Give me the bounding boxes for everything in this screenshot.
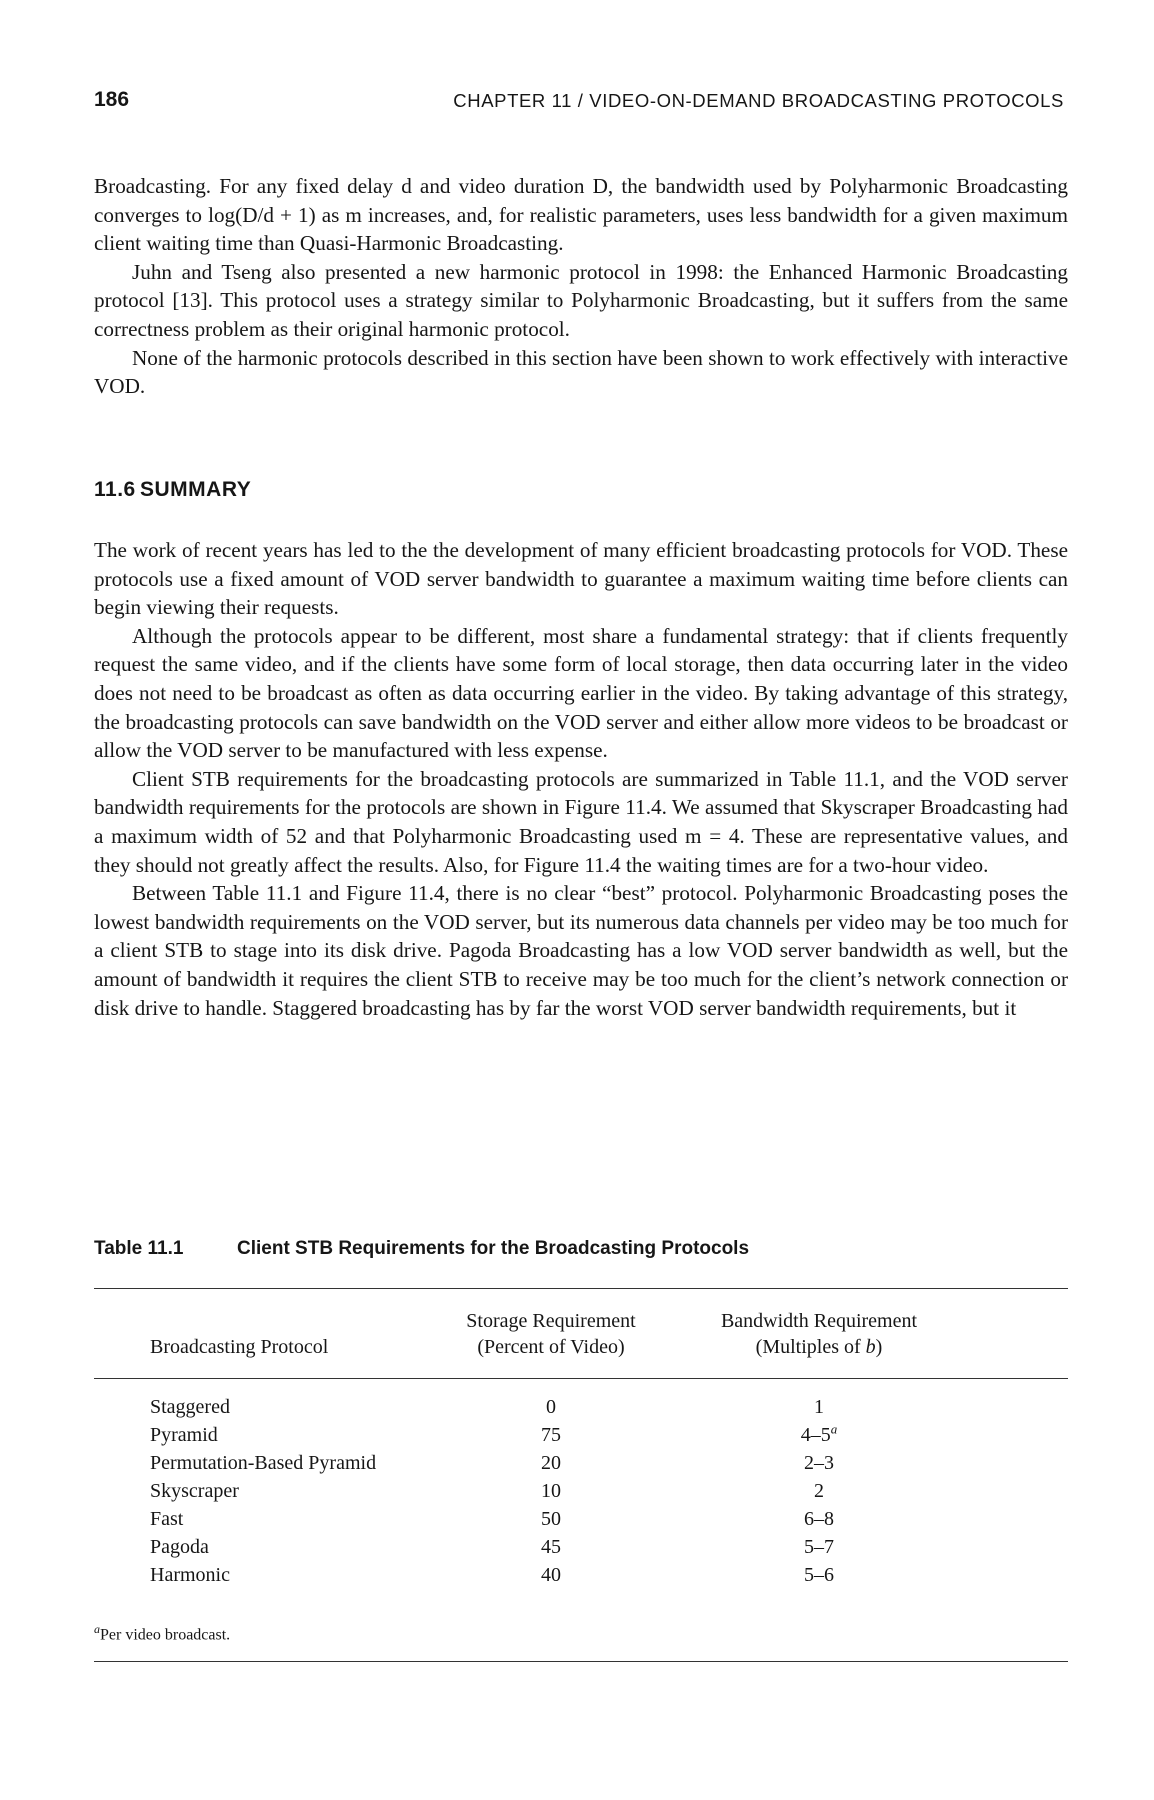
intro-text-block (94, 172, 1068, 401)
table-top-rule (94, 1288, 1068, 1289)
table-footnote (94, 1622, 230, 1644)
table-caption (94, 1238, 749, 1260)
paragraph: Juhn and Tseng also presented a new harmonic protocol in 1998: the Enhanced Harmonic Broadcasting protocol [13]. This protocol uses a strategy similar to Polyharmonic Broadcasting, but it suffers from the same correctness problem as their original harmonic protocol. (94, 259, 1068, 341)
cell-storage: 75 (541, 1424, 561, 1446)
cell-protocol: Skyscraper (150, 1480, 239, 1502)
table-row (94, 1480, 1068, 1508)
header-line: Storage Requirement (466, 1310, 636, 1332)
cell-bandwidth (814, 1396, 824, 1419)
column-header-storage (436, 1308, 666, 1360)
paragraph: None of the harmonic protocols described in this section have been shown to work effectively with interactive VOD. (94, 345, 1068, 399)
cell-bandwidth (804, 1564, 834, 1587)
header-text: (Multiples of (755, 1336, 866, 1358)
cell-bandwidth (814, 1480, 824, 1503)
table-header-rule (94, 1378, 1068, 1379)
paragraph: Between Table 11.1 and Figure 11.4, there is no clear “best” protocol. Polyharmonic Broadcasting poses the lowest bandwidth requirements on the VOD server, but its numerous data channels per video may be too much for a client STB to stage into its disk drive. Pagoda Broadcasting has a low VOD server bandwidth as well, but the amount of bandwidth it requires the client STB to receive may be too much for the client’s network connection or disk drive to handle. Staggered broadcasting has by far the worst VOD server bandwidth requirements, but it (94, 881, 1068, 1020)
cell-bandwidth (800, 1421, 838, 1447)
paragraph: Broadcasting. For any fixed delay d and video duration D, the bandwidth used by Polyharmonic Broadcasting converges to log(D/d + 1) as m increases, and, for realistic parameters, uses less bandwidth for a given maximum client waiting time than Quasi-Harmonic Broadcasting. (94, 174, 1068, 256)
footnote-marker: a (830, 1421, 838, 1437)
chapter-title: CHAPTER 11 / VIDEO-ON-DEMAND BROADCASTING PROTOCOLS (453, 90, 1064, 111)
footnote-marker: a (94, 1622, 100, 1636)
page-number: 186 (94, 88, 130, 111)
cell-protocol: Permutation-Based Pyramid (150, 1452, 377, 1474)
cell-protocol: Pagoda (150, 1536, 209, 1558)
running-head (94, 88, 1068, 118)
section-number: 11.6 (94, 478, 136, 501)
section-title: SUMMARY (140, 478, 252, 501)
column-header-bandwidth (694, 1308, 944, 1360)
cell-value: 5–7 (804, 1536, 834, 1558)
table-label: Table 11.1 (94, 1238, 184, 1259)
header-line: Bandwidth Requirement (720, 1310, 918, 1332)
cell-storage: 45 (541, 1536, 561, 1558)
cell-storage: 0 (546, 1396, 556, 1418)
table-bottom-rule (94, 1661, 1068, 1662)
table-row (94, 1536, 1068, 1564)
table-row (94, 1564, 1068, 1592)
cell-storage: 50 (541, 1508, 561, 1530)
section-heading (94, 478, 251, 502)
paragraph: Client STB requirements for the broadcasting protocols are summarized in Table 11.1, and the VOD server bandwidth requirements for the protocols are shown in Figure 11.4. We assumed that Skyscraper Broadcasting had a maximum width of 52 and that Polyharmonic Broadcasting used m = 4. These are representative values, and they should not greatly affect the results. Also, for Figure 11.4 the waiting times are for a two-hour video. (94, 766, 1068, 877)
paragraph: Although the protocols appear to be different, most share a fundamental strategy: that if clients frequently request the same video, and if the clients have some form of local storage, then data occurring later in the video does not need to be broadcast as often as data occurring earlier in the video. By taking advantage of this strategy, the broadcasting protocols can save bandwidth on the VOD server and either allow more videos to be broadcast or allow the VOD server to be manufactured with less expense. (94, 623, 1068, 763)
cell-bandwidth (804, 1508, 834, 1531)
cell-value: 2 (814, 1480, 824, 1502)
cell-value: 2–3 (804, 1452, 834, 1474)
paragraph: The work of recent years has led to the the development of many efficient broadcasting protocols for VOD. These protocols use a fixed amount of VOD server bandwidth to guarantee a maximum waiting time before clients can begin viewing their requests. (94, 538, 1068, 620)
cell-protocol: Pyramid (150, 1424, 218, 1446)
cell-value: 5–6 (804, 1564, 834, 1586)
table-row (94, 1421, 1068, 1452)
cell-bandwidth (804, 1536, 834, 1559)
cell-storage: 40 (541, 1564, 561, 1586)
header-text: ) (875, 1336, 883, 1358)
column-header-protocol: Broadcasting Protocol (150, 1336, 329, 1358)
table-row (94, 1396, 1068, 1424)
cell-storage: 20 (541, 1452, 561, 1474)
table-row (94, 1452, 1068, 1480)
cell-bandwidth (804, 1452, 834, 1475)
cell-storage: 10 (541, 1480, 561, 1502)
summary-text-block (94, 536, 1068, 1022)
table-row (94, 1508, 1068, 1536)
cell-value: 4–5 (800, 1424, 831, 1446)
header-line: (Percent of Video) (477, 1336, 625, 1358)
footnote-text: Per video broadcast. (100, 1626, 231, 1644)
cell-protocol: Staggered (150, 1396, 230, 1418)
header-variable: b (865, 1336, 876, 1358)
header-line (694, 1334, 944, 1360)
table-title: Client STB Requirements for the Broadcasting Protocols (237, 1238, 750, 1259)
cell-value: 1 (814, 1396, 824, 1418)
cell-value: 6–8 (804, 1508, 834, 1530)
cell-protocol: Fast (150, 1508, 184, 1530)
cell-protocol: Harmonic (150, 1564, 230, 1586)
